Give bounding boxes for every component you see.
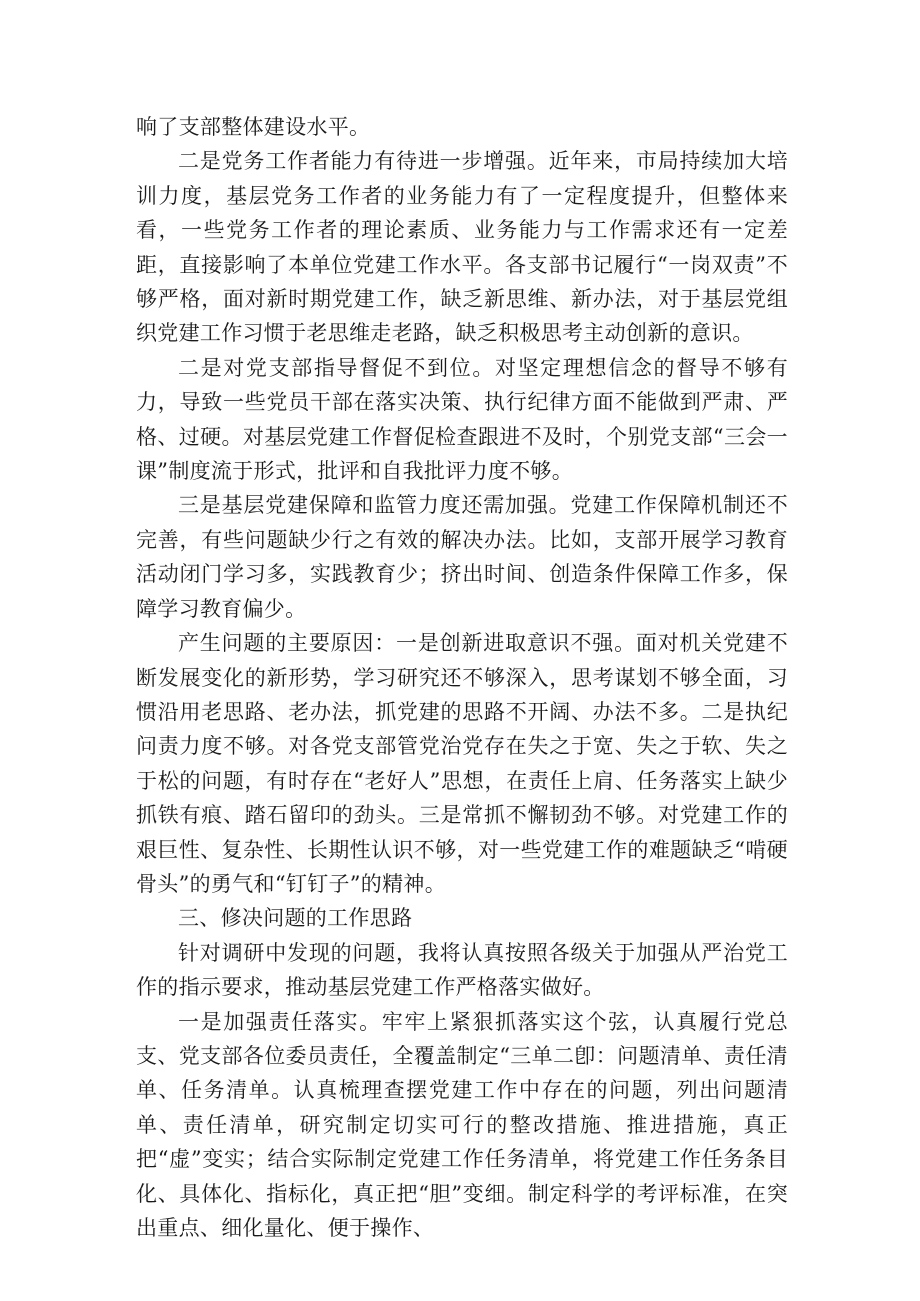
document-page (136, 110, 788, 1245)
paragraph-continuation: 响了支部整体建设水平。 (136, 115, 371, 139)
paragraph-branch-guidance: 二是对党支部指导督促不到位。对坚定理想信念的督导不够有力，导致一些党员干部在落实决策、执行纪律方面不能做到严肃、严格、过硬。对基层党建工作督促检查跟进不及时，个别党支部“三会一课”制度流于形式，批评和自我批评力度不够。 (136, 355, 788, 484)
paragraph-responsibility: 一是加强责任落实。牢牢上紧狠抓落实这个弦，认真履行党总支、党支部各位委员责任，全覆盖制定“三单二卽：问题清单、责任清单、任务清单。认真梳理查摆党建工作中存在的问题，列出问题清单、责任清单，研究制定切实可行的整改措施、推进措施，真正把“虚”变实；结合实际制定党建工作任务清单，将党建工作任务条目化、具体化、指标化，真正把“胆”变细。制定科学的考评标准，在突出重点、细化量化、便于操作、 (136, 1009, 788, 1240)
paragraph-main-causes: 产生问题的主要原因：一是创新进取意识不强。面对机关党建不断发展变化的新形势，学习研究还不够深入，思考谋划不够全面，习惯沿用老思路、老办法，抓党建的思路不开阔、办法不多。二是执纪问责力度不够。对各党支部管党治党存在失之于宽、失之于软、失之于松的问题，有时存在“老好人”思想，在责任上肩、任务落实上缺少抓铁有痕、踏石留印的劲头。三是常抓不懈韧劲不够。对党建工作的艰巨性、复杂性、长期性认识不够，对一些党建工作的难题缺乏“啃硬骨头”的勇气和“钉钉子”的精神。 (136, 631, 788, 896)
paragraph-guarantee-supervision: 三是基层党建保障和监管力度还需加强。党建工作保障机制还不完善，有些问题缺少行之有效的解决办法。比如，支部开展学习教育活动闭门学习多，实践教育少；挤出时间、创造条件保障工作多，保障学习教育偏少。 (136, 493, 788, 621)
paragraph-party-worker-ability: 二是党务工作者能力有待进一步增强。近年来，市局持续加大培训力度，基层党务工作者的业务能力有了一定程度提升，但整体来看，一些党务工作者的理论素质、业务能力与工作需求还有一定差距，直接影响了本单位党建工作水平。各支部书记履行“一岗双责”不够严格，面对新时期党建工作，缺乏新思维、新办法，对于基层党组织党建工作习惯于老思维走老路，缺乏积极思考主动创新的意识。 (136, 149, 788, 346)
section-heading-work-ideas: 三、修决问题的工作思路 (178, 906, 413, 931)
paragraph-intro-measures: 针对调研中发现的问题，我将认真按照各级关于加强从严治党工作的指示要求，推动基层党建工作严格落实做好。 (136, 940, 788, 1000)
